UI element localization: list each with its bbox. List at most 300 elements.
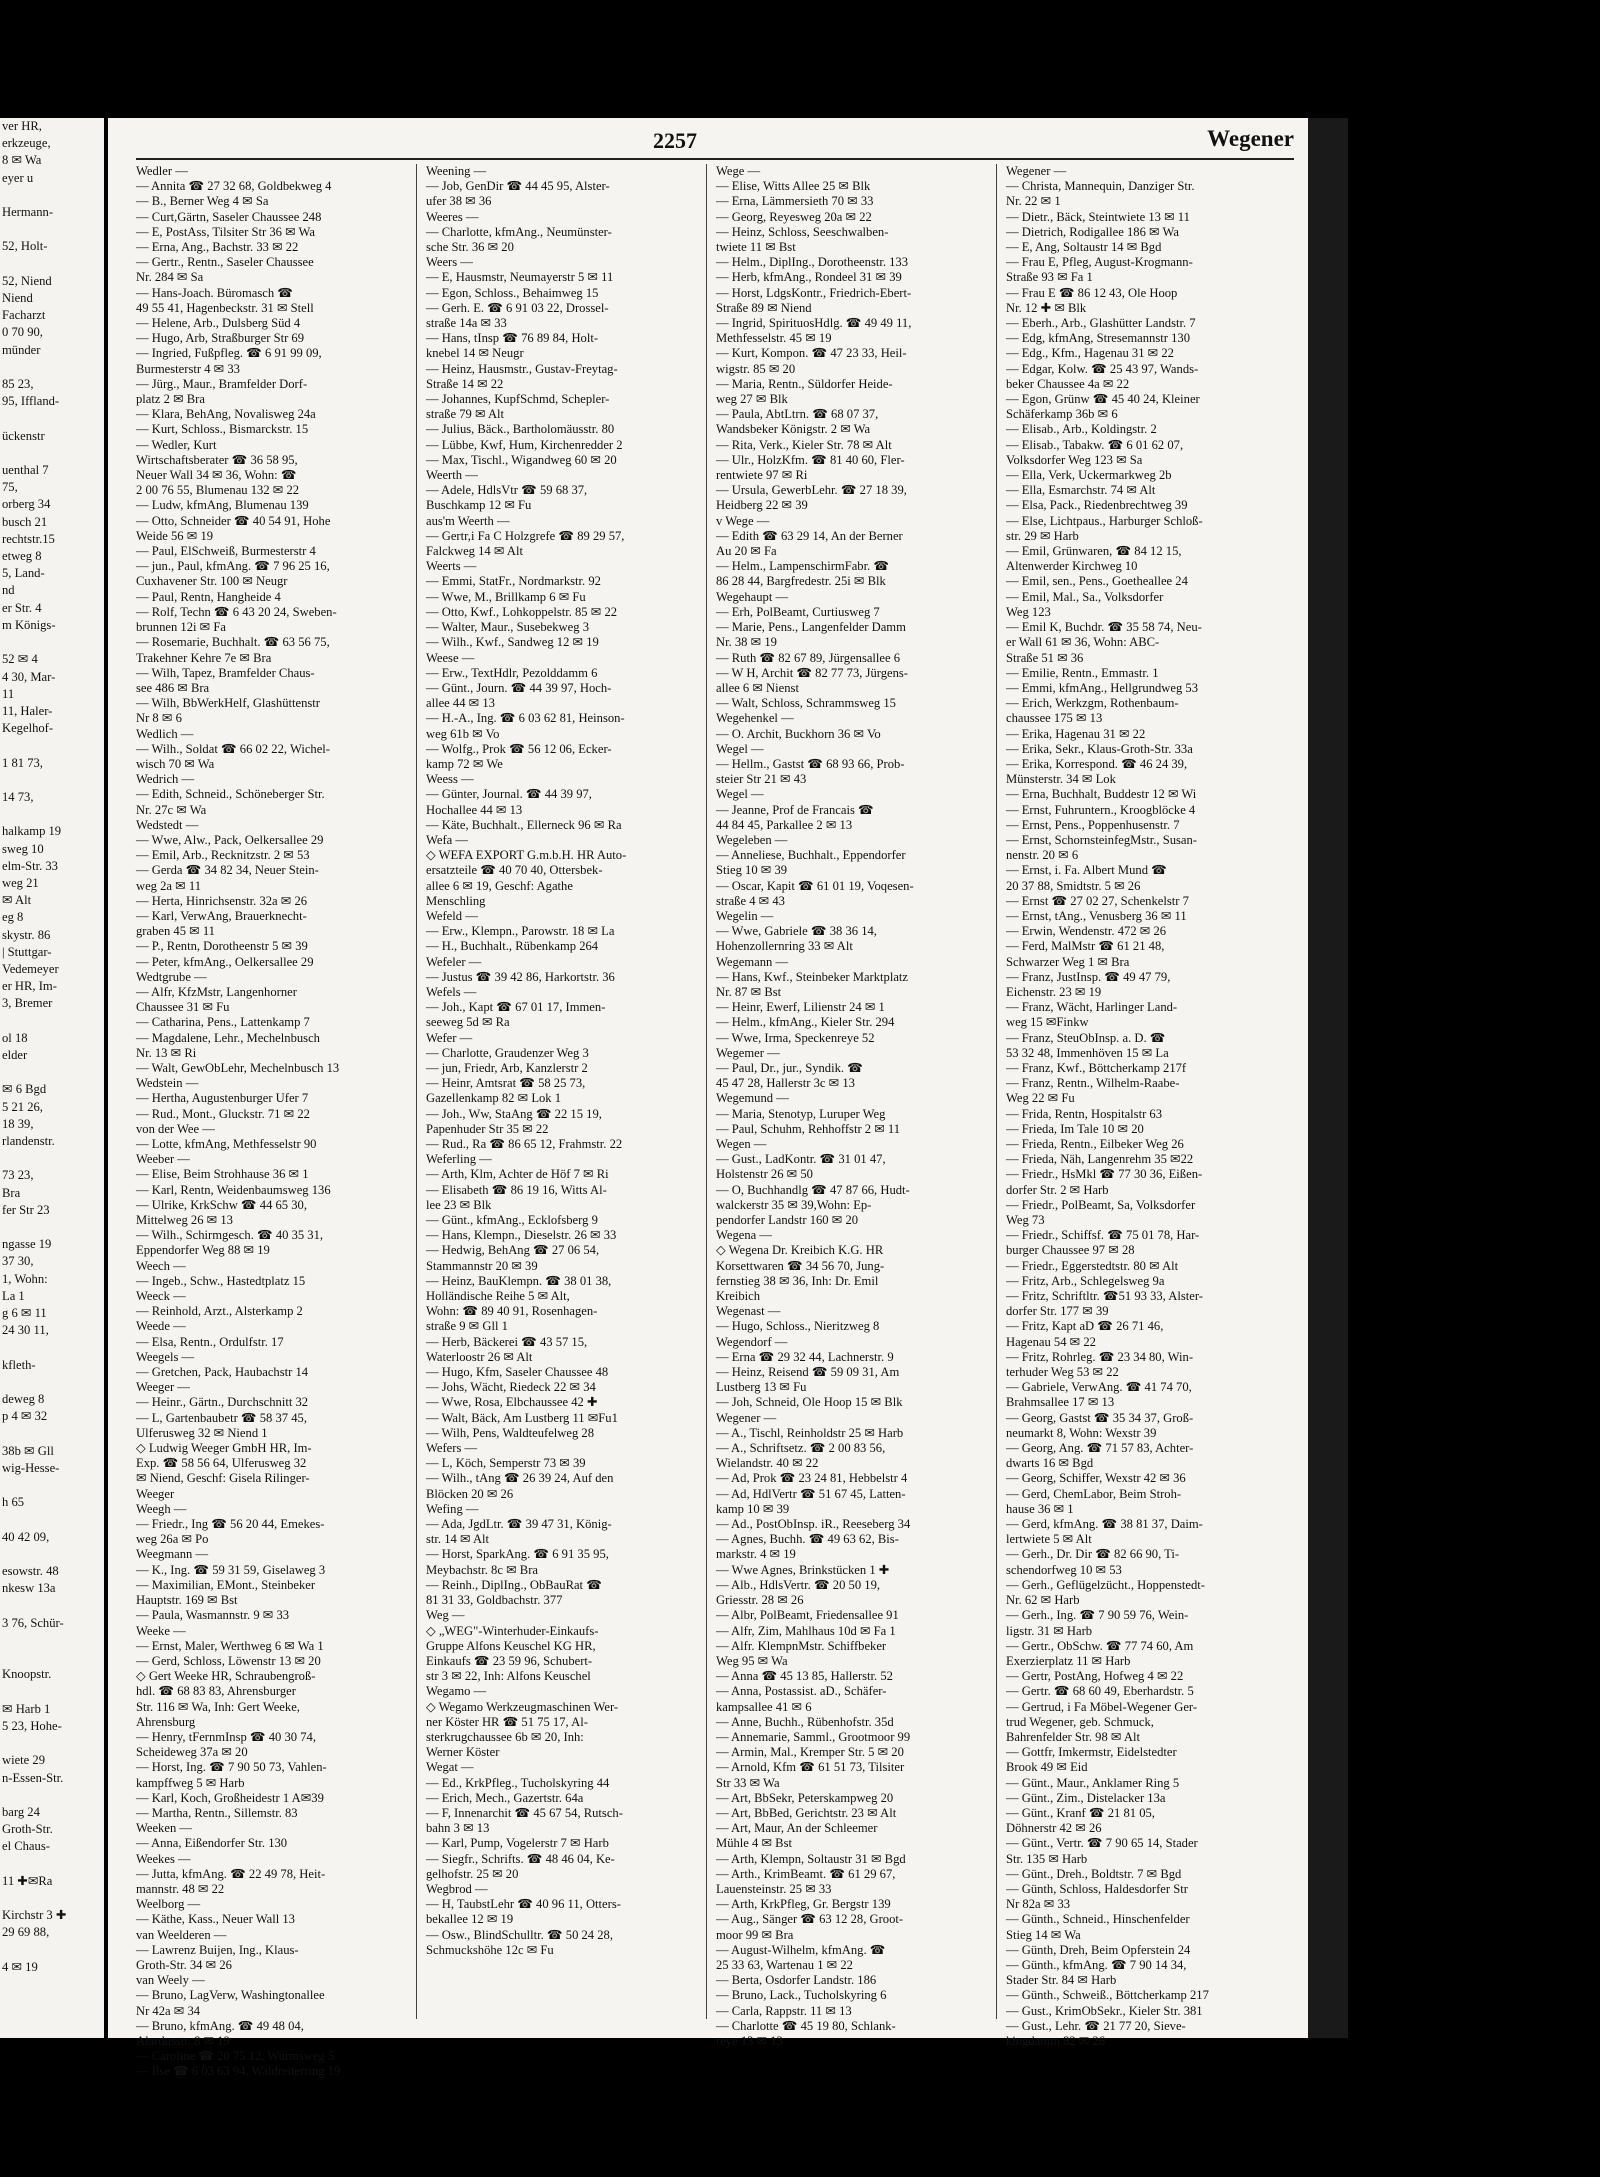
surname-heading: Wegelin — — [716, 908, 774, 923]
directory-entry-line: — Erna, Lämmersieth 70 ✉ 33 — [716, 194, 874, 209]
fragment-line: elm-Str. 33 — [2, 858, 58, 873]
directory-entry-line: — Arth, KrkPfleg, Gr. Bergstr 139 — [716, 1897, 891, 1912]
directory-entry-line: twiete 11 ✉ Bst — [716, 240, 796, 255]
directory-entry-line: — Emmi, StatFr., Nordmarkstr. 92 — [426, 574, 601, 589]
directory-entry-line: kampsallee 41 ✉ 6 — [716, 1699, 812, 1714]
directory-entry-line: — Gerh., Dr. Dir ☎ 82 66 90, Ti- — [1006, 1547, 1180, 1562]
directory-entry-line: Mühle 4 ✉ Bst — [716, 1836, 792, 1851]
directory-entry-line: Waterloostr 26 ✉ Alt — [426, 1349, 533, 1364]
surname-heading: Wedstein — — [136, 1076, 199, 1091]
directory-entry-line: — Aug., Sänger ☎ 63 12 28, Groot- — [716, 1912, 904, 1927]
surname-heading: Wefers — — [426, 1441, 478, 1456]
directory-entry-line: — Joh, Schneid, Ole Hoop 15 ✉ Blk — [716, 1395, 903, 1410]
fragment-line: 11 ✚✉Ra — [2, 1873, 53, 1888]
directory-entry-line: — Arnold, Kfm ☎ 61 51 73, Tilsiter — [716, 1760, 905, 1775]
directory-entry-line: — Günth, Schloss, Haldesdorfer Str — [1006, 1881, 1188, 1896]
surname-heading: Wedstedt — — [136, 817, 199, 832]
directory-entry-line: Blöcken 20 ✉ 26 — [426, 1486, 514, 1501]
fragment-line: el Chaus- — [2, 1839, 50, 1854]
directory-entry-line: Nr. 27c ✉ Wa — [136, 802, 207, 817]
directory-entry-line: Stammannstr 20 ✉ 39 — [426, 1258, 538, 1273]
directory-entry-line: — Erika, Sekr., Klaus-Groth-Str. 33a — [1006, 741, 1193, 756]
directory-entry-line: 45 47 28, Hallerstr 3c ✉ 13 — [716, 1076, 855, 1091]
directory-entry-line: — Paul, Schuhm, Rehhoffstr 2 ✉ 11 — [716, 1121, 901, 1136]
directory-entry-line: Papenhuder Str 35 ✉ 22 — [426, 1121, 549, 1136]
directory-entry-line: — Reinhold, Arzt., Alsterkamp 2 — [136, 1304, 303, 1319]
surname-heading: Wegehenkel — — [716, 711, 794, 726]
fragment-line — [0, 1374, 104, 1391]
directory-entry-line: — Günt., Journ. ☎ 44 39 97, Hoch- — [426, 680, 612, 695]
fragment-line — [0, 445, 104, 462]
directory-entry-line: — Anneliese, Buchhalt., Eppendorfer — [716, 848, 906, 863]
directory-entry-line: — E, Ang, Soltaustr 14 ✉ Bgd — [1006, 240, 1162, 255]
fragment-line: 52, Niend — [2, 273, 52, 288]
column-divider — [996, 164, 997, 2019]
directory-entry-line: Kreibich — [716, 1289, 761, 1304]
directory-entry-line: Stieg 10 ✉ 39 — [716, 863, 788, 878]
fragment-line — [0, 737, 104, 754]
fragment-line: orberg 34 — [2, 497, 51, 512]
directory-entry-line: — Ad, HdlVertr ☎ 51 67 45, Latten- — [716, 1486, 906, 1501]
surname-heading: Weeck — — [136, 1289, 186, 1304]
directory-entry-line: — Lawrenz Buijen, Ing., Klaus- — [136, 1942, 299, 1957]
directory-entry-line: Neuer Wall 34 ✉ 36, Wohn: ☎ — [136, 468, 297, 483]
directory-entry-line: platz 2 ✉ Bra — [136, 392, 205, 407]
fragment-line: barg 24 — [2, 1804, 40, 1819]
surname-heading: Wefa — — [426, 832, 468, 847]
surname-heading: Weese — — [426, 650, 475, 665]
directory-entry-line: — Ada, JgdLtr. ☎ 39 47 31, König- — [426, 1517, 612, 1532]
fragment-line: 0 70 90, — [2, 325, 43, 340]
directory-entry-line: — Heinr, Ewerf, Lilienstr 24 ✉ 1 — [716, 1000, 885, 1015]
surname-heading: Weegh — — [136, 1501, 187, 1516]
fragment-line — [0, 1013, 104, 1030]
directory-entry-line: — Günth, Dreh, Beim Opferstein 24 — [1006, 1942, 1191, 1957]
directory-entry-line: — Paul, Rentn, Hangheide 4 — [136, 589, 281, 604]
directory-entry-line: Hauptstr. 169 ✉ Bst — [136, 1593, 238, 1608]
fragment-line: uenthal 7 — [2, 463, 49, 478]
directory-entry-line: — Anna, Eißendorfer Str. 130 — [136, 1836, 288, 1851]
fragment-line — [0, 806, 104, 823]
directory-entry-line: Groth-Str. 34 ✉ 26 — [136, 1957, 232, 1972]
directory-entry-line: — B., Berner Weg 4 ✉ Sa — [136, 194, 269, 209]
directory-entry-line: — Dietr., Bäck, Steintwiete 13 ✉ 11 — [1006, 209, 1190, 224]
directory-entry-line: — Wwe, M., Brillkamp 6 ✉ Fu — [426, 589, 586, 604]
surname-heading: Wege — — [716, 164, 761, 178]
directory-entry-line: Korsettwaren ☎ 34 56 70, Jung- — [716, 1258, 885, 1273]
directory-entry-line: — Walt, Schloss, Schrammsweg 15 — [716, 696, 896, 711]
directory-entry-line: kampffweg 5 ✉ Harb — [136, 1775, 245, 1790]
fragment-line — [0, 1064, 104, 1081]
directory-entry-line: Straße 51 ✉ 36 — [1006, 650, 1084, 665]
directory-entry-line: — Wilh., Kwf., Sandweg 12 ✉ 19 — [426, 635, 599, 650]
directory-entry-line: — Job, GenDir ☎ 44 45 95, Alster- — [426, 179, 610, 194]
directory-entry-line: Falckweg 14 ✉ Alt — [426, 544, 523, 559]
directory-entry-line: Mittelweg 26 ✉ 13 — [136, 1213, 233, 1228]
directory-entry-line: — Maria, Stenotyp, Luruper Weg — [716, 1106, 886, 1121]
directory-entry-line: — Karl, Koch, Großheidestr 1 A✉39 — [136, 1790, 324, 1805]
directory-entry-line: — Alfr. KlempnMstr. Schiffbeker — [716, 1638, 887, 1653]
directory-entry-line: — Ed., KrkPfleg., Tucholskyring 44 — [426, 1775, 610, 1790]
directory-entry-line: weg 26a ✉ Po — [136, 1532, 209, 1547]
directory-entry-line: ✉ Niend, Geschf: Gisela Rilinger- — [136, 1471, 310, 1486]
directory-entry-line: — Elise, Beim Strohhause 36 ✉ 1 — [136, 1167, 309, 1182]
directory-entry-line: — Wilh., Schirmgesch. ☎ 40 35 31, — [136, 1228, 324, 1243]
column-divider — [706, 164, 707, 2019]
fragment-line: h 65 — [2, 1495, 25, 1510]
directory-entry-line: — Wwe, Gabriele ☎ 38 36 14, — [716, 924, 877, 939]
directory-entry-line: — Christa, Mannequin, Danziger Str. — [1006, 179, 1195, 194]
directory-entry-line: — Franz, SteuObInsp. a. D. ☎ — [1006, 1030, 1166, 1045]
directory-entry-line: — Hans, tInsp ☎ 76 89 84, Holt- — [426, 331, 599, 346]
directory-entry-line: 86 28 44, Bargfredestr. 25i ✉ Blk — [716, 574, 886, 589]
directory-entry-line: Nr. 22 ✉ 1 — [1006, 194, 1061, 209]
directory-entry-line: — Rolf, Techn ☎ 6 43 20 24, Sweben- — [136, 604, 337, 619]
fragment-line: ngasse 19 — [2, 1237, 52, 1252]
fragment-line: wiete 29 — [2, 1753, 46, 1768]
fragment-line: 38b ✉ Gll — [2, 1443, 54, 1458]
directory-entry-line: — Dietrich, Rodigallee 186 ✉ Wa — [1006, 224, 1179, 239]
column-1 — [136, 164, 412, 2079]
directory-entry-line: — Wwe Agnes, Brinkstücken 1 ✚ — [716, 1562, 890, 1577]
fragment-line: 75, — [2, 480, 18, 495]
directory-entry-line: — A., Tischl, Reinholdstr 25 ✉ Harb — [716, 1425, 904, 1440]
directory-entry-line: — Annemarie, Samml., Grootmoor 99 — [716, 1729, 911, 1744]
fragment-line: skystr. 86 — [2, 927, 51, 942]
surname-heading: Weerts — — [426, 559, 477, 574]
directory-entry-line: Wirtschaftsberater ☎ 36 58 95, — [136, 452, 298, 467]
directory-entry-line: — Ernst, SchornsteinfegMstr., Susan- — [1006, 832, 1197, 847]
fragment-line: 5, Land- — [2, 566, 45, 581]
directory-entry-line: nenstr. 20 ✉ 6 — [1006, 848, 1079, 863]
directory-entry-line: mannstr. 48 ✉ 22 — [136, 1881, 225, 1896]
directory-entry-line: straße 9 ✉ Gll 1 — [426, 1319, 508, 1334]
directory-entry-line: Altenwerder Kirchweg 10 — [1006, 559, 1138, 574]
fragment-line — [0, 1856, 104, 1873]
directory-entry-line: — Elisabeth ☎ 86 19 16, Witts Al- — [426, 1182, 607, 1197]
directory-entry-line: — Heinr., Gärtn., Durchschnitt 32 — [136, 1395, 309, 1410]
directory-entry-line: — Ernst, Maler, Werthweg 6 ✉ Wa 1 — [136, 1638, 324, 1653]
directory-entry-line: — Hertha, Augustenburger Ufer 7 — [136, 1091, 309, 1106]
column-4 — [1006, 164, 1282, 2048]
fragment-line: Facharzt — [2, 308, 46, 323]
directory-entry-line: — Erw., TextHdlr, Pezolddamm 6 — [426, 665, 598, 680]
surname-heading: Wedler — — [136, 164, 188, 178]
surname-heading: Wegener — — [1006, 164, 1067, 178]
directory-entry-line: graben 45 ✉ 11 — [136, 924, 215, 939]
directory-entry-line: — Julius, Bäck., Bartholomäusstr. 80 — [426, 422, 615, 437]
directory-entry-line: — Else, Lichtpaus., Harburger Schloß- — [1006, 513, 1203, 528]
directory-entry-line: — Hans-Joach. Büromasch ☎ — [136, 285, 293, 300]
fragment-line: Groth-Str. — [2, 1822, 53, 1837]
directory-entry-line: — Marie, Pens., Langenfelder Damm — [716, 620, 906, 635]
fragment-line: 14 73, — [2, 789, 34, 804]
fragment-line: Hermann- — [2, 205, 54, 220]
directory-entry-line: Münsterstr. 34 ✉ Lok — [1006, 772, 1116, 787]
directory-entry-line: Nr 42a ✉ 34 — [136, 2003, 201, 2018]
directory-entry-line: Griesstr. 28 ✉ 26 — [716, 1593, 804, 1608]
surname-heading: aus'm Weerth — — [426, 513, 510, 528]
directory-entry-line: — Hedwig, BehAng ☎ 27 06 54, — [426, 1243, 600, 1258]
directory-entry-line: — Joh., Kapt ☎ 67 01 17, Immen- — [426, 1000, 606, 1015]
directory-entry-line: — Herb, kfmAng., Rondeel 31 ✉ 39 — [716, 270, 902, 285]
surname-heading: Weekes — — [136, 1851, 191, 1866]
directory-entry-line: Wohn: ☎ 89 40 91, Rosenhagen- — [426, 1304, 598, 1319]
surname-heading: Wegehaupt — — [716, 589, 789, 604]
surname-heading: Wegel — — [716, 741, 764, 756]
surname-heading: Wefer — — [426, 1030, 473, 1045]
fragment-line — [0, 1339, 104, 1356]
directory-entry-line: steier Str 21 ✉ 43 — [716, 772, 807, 787]
directory-entry-line: Schmuckshöhe 12c ✉ Fu — [426, 1942, 554, 1957]
fragment-line: 4 30, Mar- — [2, 669, 56, 684]
directory-entry-line: — Günt., Vertr. ☎ 7 90 65 14, Stader — [1006, 1836, 1198, 1851]
directory-entry-line: — Gertrud, i Fa Möbel-Wegener Ger- — [1006, 1699, 1198, 1714]
directory-entry-line: straße 14a ✉ 33 — [426, 316, 507, 331]
directory-entry-line: — Hugo, Arb, Straßburger Str 69 — [136, 331, 305, 346]
directory-entry-line: wisch 70 ✉ Wa — [136, 756, 215, 771]
fragment-line — [0, 1683, 104, 1700]
directory-entry-line: — Paula, AbtLtrn. ☎ 68 07 37, — [716, 407, 879, 422]
directory-entry-line: — Emil, Grünwaren, ☎ 84 12 15, — [1006, 544, 1182, 559]
directory-entry-line: ◇ Gert Weeke HR, Schraubengroß- — [136, 1669, 316, 1684]
directory-entry-line: — Paula, Wasmannstr. 9 ✉ 33 — [136, 1608, 290, 1623]
directory-entry-line: — Fritz, Schriftltr. ☎51 93 33, Alster- — [1006, 1289, 1203, 1304]
surname-heading: Weeke — — [136, 1623, 186, 1638]
fragment-line — [0, 1425, 104, 1442]
directory-entry-line: — Charlotte ☎ 45 19 80, Schlank- — [716, 2018, 896, 2033]
directory-entry-line: — Lotte, kfmAng, Methfesselstr 90 — [136, 1137, 317, 1151]
directory-entry-line: — Günt., Zim., Distelacker 13a — [1006, 1790, 1166, 1805]
directory-entry-line: allee 6 ✉ Nienst — [716, 680, 799, 695]
directory-entry-line: 81 31 33, Goldbachstr. 377 — [426, 1593, 563, 1608]
directory-entry-line: — Horst, Ing. ☎ 7 90 50 73, Vahlen- — [136, 1760, 327, 1775]
directory-entry-line: Straße 89 ✉ Niend — [716, 300, 812, 315]
directory-entry-line: — Gerd, Schloss, Löwenstr 13 ✉ 20 — [136, 1653, 321, 1668]
directory-entry-line: Nr 82a ✉ 33 — [1006, 1897, 1071, 1912]
directory-entry-line: — Otto, Schneider ☎ 40 54 91, Hohe — [136, 513, 331, 528]
directory-entry-line: Cuxhavener Str. 100 ✉ Neugr — [136, 574, 288, 589]
directory-entry-line: Ulferusweg 32 ✉ Niend 1 — [136, 1425, 268, 1440]
directory-entry-line: ◇ WEFA EXPORT G.m.b.H. HR Auto- — [426, 848, 627, 863]
directory-entry-line: — Gerh. E. ☎ 6 91 03 22, Drossel- — [426, 300, 609, 315]
fragment-line — [0, 1219, 104, 1236]
column-3 — [716, 164, 992, 2048]
directory-entry-line: — Fritz, Kapt aD ☎ 26 71 46, — [1006, 1319, 1164, 1334]
surname-heading: Wegemer — — [716, 1045, 780, 1060]
directory-entry-line: Volksdorfer Weg 123 ✉ Sa — [1006, 452, 1143, 467]
fragment-line: 85 23, — [2, 377, 34, 392]
directory-entry-line: — Elsa, Pack., Riedenbrechtweg 39 — [1006, 498, 1188, 513]
directory-entry-line: — Erna, Buchhalt, Buddestr 12 ✉ Wi — [1006, 787, 1197, 802]
directory-entry-line: — Egon, Schloss., Behaimweg 15 — [426, 285, 599, 300]
fragment-line — [0, 1150, 104, 1167]
fragment-line: Niend — [2, 291, 33, 306]
directory-entry-line: Brahmsallee 17 ✉ 13 — [1006, 1395, 1115, 1410]
directory-entry-line: ersatzteile ☎ 40 70 40, Ottersbek- — [426, 863, 603, 878]
directory-entry-line: — Friedr., Schiffsf. ☎ 75 01 78, Har- — [1006, 1228, 1200, 1243]
directory-entry-line: ◇ „WEG"-Winterhuder-Einkaufs- — [426, 1623, 599, 1638]
directory-entry-line: 2 00 76 55, Blumenau 132 ✉ 22 — [136, 483, 300, 498]
directory-entry-line: — Erna ☎ 29 32 44, Lachnerstr. 9 — [716, 1349, 894, 1364]
directory-entry-line: — Edg., Kfm., Hagenau 31 ✉ 22 — [1006, 346, 1174, 361]
directory-entry-line: Weide 56 ✉ 19 — [136, 528, 214, 543]
directory-entry-line: hdl. ☎ 68 83 83, Ahrensburger — [136, 1684, 296, 1699]
surname-heading: Weeken — — [136, 1821, 192, 1836]
directory-entry-line: — Fritz, Rohrleg. ☎ 23 34 80, Win- — [1006, 1349, 1194, 1364]
fragment-line: esowstr. 48 — [2, 1564, 59, 1579]
directory-entry-line: Straße 14 ✉ 22 — [426, 376, 504, 391]
fragment-line: 11, Haler- — [2, 703, 53, 718]
directory-entry-line: — Herb, Bäckerei ☎ 43 57 15, — [426, 1334, 588, 1349]
fragment-line — [0, 1546, 104, 1563]
fragment-line — [0, 1632, 104, 1649]
directory-entry-line: — O, Buchhandlg ☎ 47 87 66, Hudt- — [716, 1182, 910, 1197]
directory-entry-line: — Gertr., ObSchw. ☎ 77 74 60, Am — [1006, 1638, 1194, 1653]
surname-heading: Weeber — — [136, 1152, 190, 1167]
directory-entry-line: ◇ Ludwig Weeger GmbH HR, Im- — [136, 1441, 312, 1456]
directory-entry-line: — Karl, Pump, Vogelerstr 7 ✉ Harb — [426, 1836, 609, 1851]
directory-entry-line: Nr. 62 ✉ Harb — [1006, 1593, 1080, 1608]
directory-entry-line: — Emil, sen., Pens., Goetheallee 24 — [1006, 574, 1188, 589]
directory-entry-line: pendorfer Landstr 160 ✉ 20 — [716, 1213, 859, 1228]
directory-entry-line: — Heinz, BauKlempn. ☎ 38 01 38, — [426, 1273, 612, 1288]
directory-entry-line: — Horst, SparkAng. ☎ 6 91 35 95, — [426, 1547, 609, 1562]
fragment-line: ol 18 — [2, 1030, 28, 1045]
directory-entry-line: Werner Köster — [426, 1745, 500, 1760]
directory-entry-line: gelhofstr. 25 ✉ 20 — [426, 1866, 519, 1881]
directory-entry-line: sterkrugchaussee 6b ✉ 20, Inh: — [426, 1729, 584, 1744]
fragment-line — [0, 410, 104, 427]
directory-entry-line: — Magdalene, Lehr., Mechelnbusch — [136, 1030, 320, 1045]
directory-entry-line: — Frieda, Rentn., Eilbeker Weg 26 — [1006, 1137, 1184, 1151]
directory-entry-line: — Paul, Dr., jur., Syndik. ☎ — [716, 1060, 863, 1075]
directory-entry-line: — Walt, Bäck, Am Lustberg 11 ✉Fu1 — [426, 1410, 618, 1425]
fragment-line: Vedemeyer — [2, 961, 59, 976]
fragment-line: ✉ Alt — [2, 893, 32, 908]
fragment-line — [0, 1942, 104, 1959]
directory-entry-line: Schwarzer Weg 1 ✉ Bra — [1006, 954, 1130, 969]
fragment-line — [0, 187, 104, 204]
directory-entry-line: — Wolfg., Prok ☎ 56 12 06, Ecker- — [426, 741, 612, 756]
directory-entry-line: — Elisab., Tabakw. ☎ 6 01 62 07, — [1006, 437, 1184, 452]
directory-entry-line: — Wilh, Pens, Waldteufelweg 28 — [426, 1425, 595, 1440]
previous-page-fragments — [0, 118, 104, 1976]
directory-entry-line: dorfer Str. 177 ✉ 39 — [1006, 1304, 1109, 1319]
directory-entry-line: ufer 38 ✉ 36 — [426, 194, 492, 209]
directory-entry-line: — Gust., KrimObSekr., Kieler Str. 381 — [1006, 2003, 1203, 2018]
directory-entry-line: chaussee 175 ✉ 13 — [1006, 711, 1103, 726]
directory-entry-line: Burmesterstr 4 ✉ 33 — [136, 361, 240, 376]
directory-entry-line: — Heinr, Amtsrat ☎ 58 25 73, — [426, 1076, 586, 1091]
fragment-line: 52, Holt- — [2, 239, 48, 254]
directory-entry-line: — Gabriele, VerwAng. ☎ 41 74 70, — [1006, 1380, 1192, 1395]
directory-entry-line: Stader Str. 84 ✉ Harb — [1006, 1973, 1117, 1988]
directory-entry-line: ligstr. 31 ✉ Harb — [1006, 1623, 1093, 1638]
fragment-line — [0, 634, 104, 651]
book-gutter — [1308, 118, 1348, 2038]
directory-entry-line: lertwiete 5 ✉ Alt — [1006, 1532, 1092, 1547]
directory-entry-line: — Ulrike, KrkSchw ☎ 44 65 30, — [136, 1197, 307, 1212]
directory-entry-line: — Emilie, Rentn., Emmastr. 1 — [1006, 665, 1159, 680]
directory-entry-line: — Art, BbBed, Gerichtstr. 23 ✉ Alt — [716, 1805, 897, 1820]
directory-entry-line: Nr. 13 ✉ Ri — [136, 1045, 197, 1060]
directory-entry-line: — Alfr, Zim, Mahlhaus 10d ✉ Fa 1 — [716, 1623, 896, 1638]
directory-entry-line: Exerzierplatz 11 ✉ Harb — [1006, 1653, 1131, 1668]
fragment-line: eg 8 — [2, 910, 24, 925]
surname-heading: Weegels — — [136, 1349, 195, 1364]
directory-entry-line: allee 6 ✉ 19, Geschf: Agathe — [426, 878, 573, 893]
directory-entry-line: — Albr, PolBeamt, Friedensallee 91 — [716, 1608, 899, 1623]
directory-entry-line: — Ad, Prok ☎ 23 24 81, Hebbelstr 4 — [716, 1471, 908, 1486]
fragment-line: 24 30 11, — [2, 1323, 49, 1338]
fragment-line: 3, Bremer — [2, 996, 53, 1011]
directory-entry-line: weg 2a ✉ 11 — [136, 878, 201, 893]
directory-entry-line: — Helm., kfmAng., Kieler Str. 294 — [716, 1015, 895, 1030]
directory-entry-line: — Egon, Grünw ☎ 45 40 24, Kleiner — [1006, 392, 1200, 407]
directory-entry-line: — Gottfr, Imkermstr, Eidelstedter — [1006, 1745, 1177, 1760]
directory-entry-line: — Henry, tFernmInsp ☎ 40 30 74, — [136, 1729, 316, 1744]
directory-entry-line: — E, PostAss, Tilsiter Str 36 ✉ Wa — [136, 224, 316, 239]
directory-entry-line: — Adele, HdlsVtr ☎ 59 68 37, — [426, 483, 588, 498]
directory-entry-line: — Rud., Mont., Gluckstr. 71 ✉ 22 — [136, 1106, 310, 1121]
directory-entry-line: 25 33 63, Wartenau 1 ✉ 22 — [716, 1957, 853, 1972]
fragment-line: erkzeuge, — [2, 136, 51, 151]
directory-entry-line: — Jeanne, Prof de Francais ☎ — [716, 802, 874, 817]
surname-heading: Weelborg — — [136, 1897, 201, 1912]
directory-entry-line: str 3 ✉ 22, Inh: Alfons Keuschel — [426, 1669, 591, 1684]
fragment-line: deweg 8 — [2, 1392, 45, 1407]
directory-entry-line: — Franz, Wächt, Harlinger Land- — [1006, 1000, 1178, 1015]
directory-entry-line: — Käte, Buchhalt., Ellerneck 96 ✉ Ra — [426, 817, 622, 832]
directory-entry-line: — Gertr., Rentn., Saseler Chaussee — [136, 255, 314, 270]
directory-entry-line: kamp 72 ✉ We — [426, 756, 503, 771]
directory-entry-line: — Alfr, KfzMstr, Langenhorner — [136, 984, 297, 999]
surname-heading: van Weelderen — — [136, 1927, 227, 1942]
directory-entry-line: — Frieda, Im Tale 10 ✉ 20 — [1006, 1121, 1144, 1136]
fragment-line: 52 ✉ 4 — [2, 652, 38, 667]
directory-entry-line: — A., Schriftsetz. ☎ 2 00 83 56, — [716, 1441, 886, 1456]
directory-entry-line: — Bruno, kfmAng. ☎ 49 48 04, — [136, 2018, 304, 2033]
fragment-line: rlandenstr. — [2, 1133, 55, 1148]
directory-entry-line: — Art, BbSekr, Peterskampweg 20 — [716, 1790, 894, 1805]
directory-entry-line: moor 99 ✉ Bra — [716, 1927, 794, 1942]
fragment-line: 11 — [2, 686, 15, 701]
surname-heading: Weerth — — [426, 468, 478, 483]
directory-entry-line: — Heinz, Reisend ☎ 59 09 31, Am — [716, 1365, 900, 1380]
surname-heading: v Wege — — [716, 513, 770, 528]
directory-entry-line: — Ingrid, SpirituosHdlg. ☎ 49 49 11, — [716, 316, 912, 331]
directory-entry-line: — Ludw, kfmAng, Blumenau 139 — [136, 498, 309, 513]
directory-entry-line: Nr. 38 ✉ 19 — [716, 635, 777, 650]
directory-entry-line: — Erwin, Wendenstr. 472 ✉ 26 — [1006, 924, 1167, 939]
fragment-line: nkesw 13a — [2, 1581, 56, 1596]
directory-entry-line: Alardusstr. 8 ✉ 19 — [136, 2033, 230, 2048]
directory-entry-line: — Günt., Kranf ☎ 21 81 05, — [1006, 1805, 1155, 1820]
fragment-line: sweg 10 — [2, 841, 44, 856]
fragment-line: ver HR, — [2, 119, 42, 133]
directory-entry-line: kamp 10 ✉ 39 — [716, 1501, 790, 1516]
directory-entry-line: — Erika, Korrespond. ☎ 46 24 39, — [1006, 756, 1188, 771]
directory-entry-line: Exp. ☎ 58 56 64, Ulferusweg 32 — [136, 1456, 307, 1471]
directory-entry-line: Buschkamp 12 ✉ Fu — [426, 498, 532, 513]
directory-entry-line: — Walt, GewObLehr, Mechelnbusch 13 — [136, 1060, 340, 1075]
directory-entry-line: Döhnerstr 42 ✉ 26 — [1006, 1821, 1102, 1836]
surname-heading: Wegat — — [426, 1760, 474, 1775]
directory-entry-line: — Anne, Buchh., Rübenhofstr. 35d — [716, 1714, 894, 1729]
directory-entry-line: — Fritz, Arb., Schlegelsweg 9a — [1006, 1273, 1165, 1288]
directory-entry-line: Weg 95 ✉ Wa — [716, 1653, 788, 1668]
